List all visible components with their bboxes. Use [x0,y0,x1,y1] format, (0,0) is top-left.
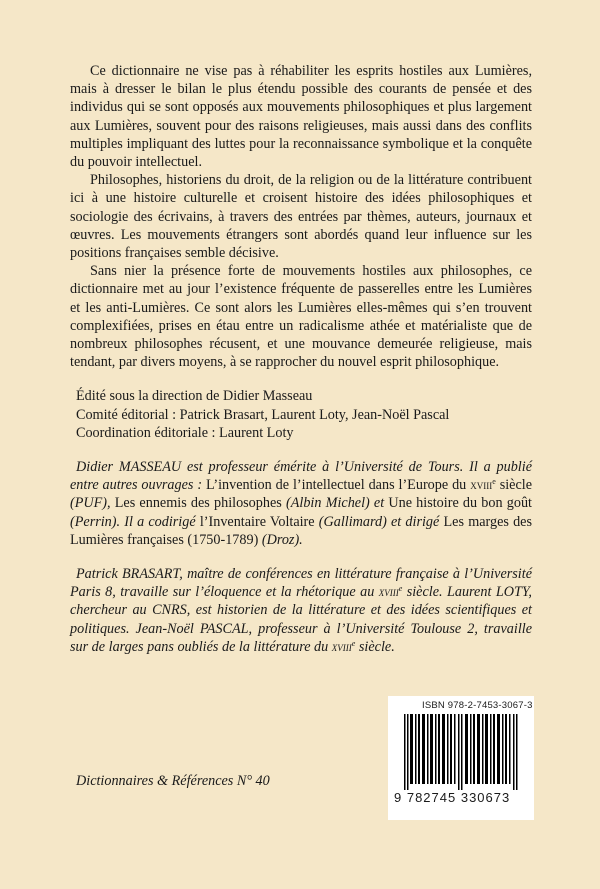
credit-comite: Comité éditorial : Patrick Brasart, Laurent Loty, Jean-Noël Pascal [76,406,450,423]
credit-direction: Édité sous la direction de Didier Masseau [76,388,313,405]
barcode-digits: 9 782745 330673 [394,790,511,805]
credit-coordination: Coordination éditoriale : Laurent Loty [76,424,294,441]
author-bio-masseau: Didier MASSEAU est professeur émérite à l’Université de Tours. Il a publié entre autres ouvrages : L’invention de l’intellectuel dans l’Europe du xviii$^e$ siècle (PUF), Les ennemis des philosophes (Albin Michel) et Une histoire du bon goût (Perrin). Il a codirigé l’Inventaire Voltaire (Gallimard) et dirigé Les marges des Lumières françaises (1750-1789) (Droz). [70,459,533,548]
author-bio-others: Patrick BRASART, maître de conférences en littérature française à l’Université Paris 8, travaille sur l’éloquence et la rhétorique au xviii$^e$ siècle. Laurent LOTY, chercheur au CNRS, est historien de la littérature et des idées scientifiques et politiques. Jean-Noël PASCAL, professeur à l’Université Toulouse 2, travaille sur de larges pans oubliés de la littérature du xviii$^e$ siècle. [70,566,532,655]
isbn-number: ISBN 978-2-7453-3067-3 [422,700,533,711]
credits-block [70,387,532,442]
intro-paragraph-2: Philosophes, historiens du droit, de la religion ou de la littérature contribuent ici à une histoire culturelle et croisent histoire des idées philosophiques et sociologie des écrivains, à travers des entrées par thèmes, auteurs, journaux et œuvres. Les mouvements étrangers sont abordés quand leur influence sur les positions françaises semble décisive. [70,172,532,262]
barcode-icon [404,714,518,790]
intro-paragraph-3: Sans nier la présence forte de mouvements hostiles aux philosophes, ce dictionnaire met au jour l’existence fréquente de passerelles entre les Lumières et les anti-Lumières. Ce sont alors les Lumières elles-mêmes qui s’en trouvent complexifiées, prises en étau entre un radicalisme athée et matérialiste que de nombreux philosophes récusent, et une mouvance demeurée religieuse, mais tendant, par divers moyens, à se rapprocher du nouvel esprit philosophique. [70,263,532,371]
back-cover-text [70,62,532,656]
series-label: Dictionnaires & Références N° 40 [76,773,270,789]
isbn-barcode [388,696,534,820]
intro-paragraph-1: Ce dictionnaire ne vise pas à réhabiliter les esprits hostiles aux Lumières, mais à dresser le bilan le plus étendu possible des courants de pensée et des individus qui se sont opposés aux mouvements philosophiques et plus largement aux Lumières, souvent pour des raisons religieuses, mais aussi dans des conflits multiples impliquant des luttes pour la reconnaissance symbolique et la conquête du pouvoir intellectuel. [70,63,532,171]
